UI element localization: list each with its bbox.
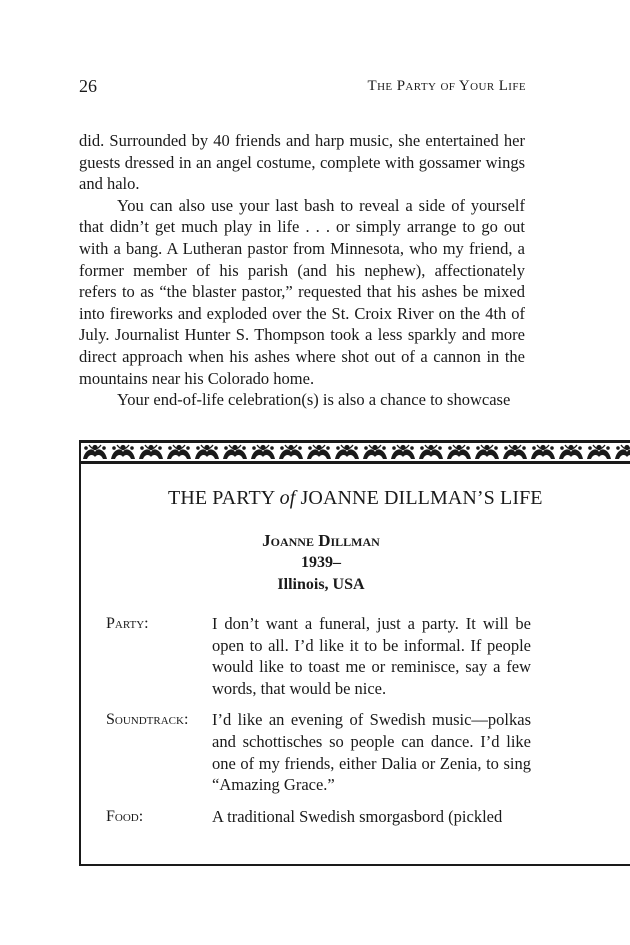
entry-label: Party: [106,615,149,632]
ornamental-border [81,440,630,464]
person-name: Joanne Dillman [262,531,380,550]
person-place: Illinois, USA [277,576,365,593]
paragraph: did. Surrounded by 40 friends and harp music, she entertained her guests dressed in an angel costume, complete with gossamer wings and halo. [79,131,525,194]
person-years: 1939– [301,554,341,571]
paragraph: Your end-of-life celebration(s) is also a chance to showcase [117,390,511,410]
running-head: The Party of Your Life [367,78,526,94]
paragraph: You can also use your last bash to reveal a side of yourself that didn’t get much play in life . . . or simply arrange to go out with a bang. A Lutheran pastor from Minnesota, who my friend, a former member of his parish (and his nephew), affectionately refers to as “the blaster pastor,” requested that his ashes be mixed into fireworks and exploded over the St. Croix River on the 4th of July. Journalist Hunter S. Thompson took a less sparkly and more direct approach when his ashes where shot out of a cannon in the mountains near his Colorado home. [79,195,525,388]
entries-list [106,613,531,837]
entry-party [106,613,531,699]
person-info [201,530,441,596]
body-text [79,130,525,411]
entry-soundtrack [106,709,531,795]
sidebar-title: THE PARTY of JOANNE DILLMAN’S LIFE [168,487,543,509]
entry-text: A traditional Swedish smorgasbord (pickled [212,806,503,826]
page-number: 26 [79,76,97,96]
sidebar-box [79,440,630,866]
entry-food [106,806,531,828]
entry-text: I don’t want a funeral, just a party. It will be open to all. I’d like it to be informal. If people would like to toast me or reminisce, say a few words, that would be nice. [212,614,531,698]
entry-label: Soundtrack: [106,711,189,729]
entry-text: I’d like an evening of Swedish music—polkas and schottisches so people can dance. I’d like one of my friends, either Dalia or Zenia, to sing “Amazing Grace.” [212,710,531,795]
entry-label: Food: [106,807,144,825]
